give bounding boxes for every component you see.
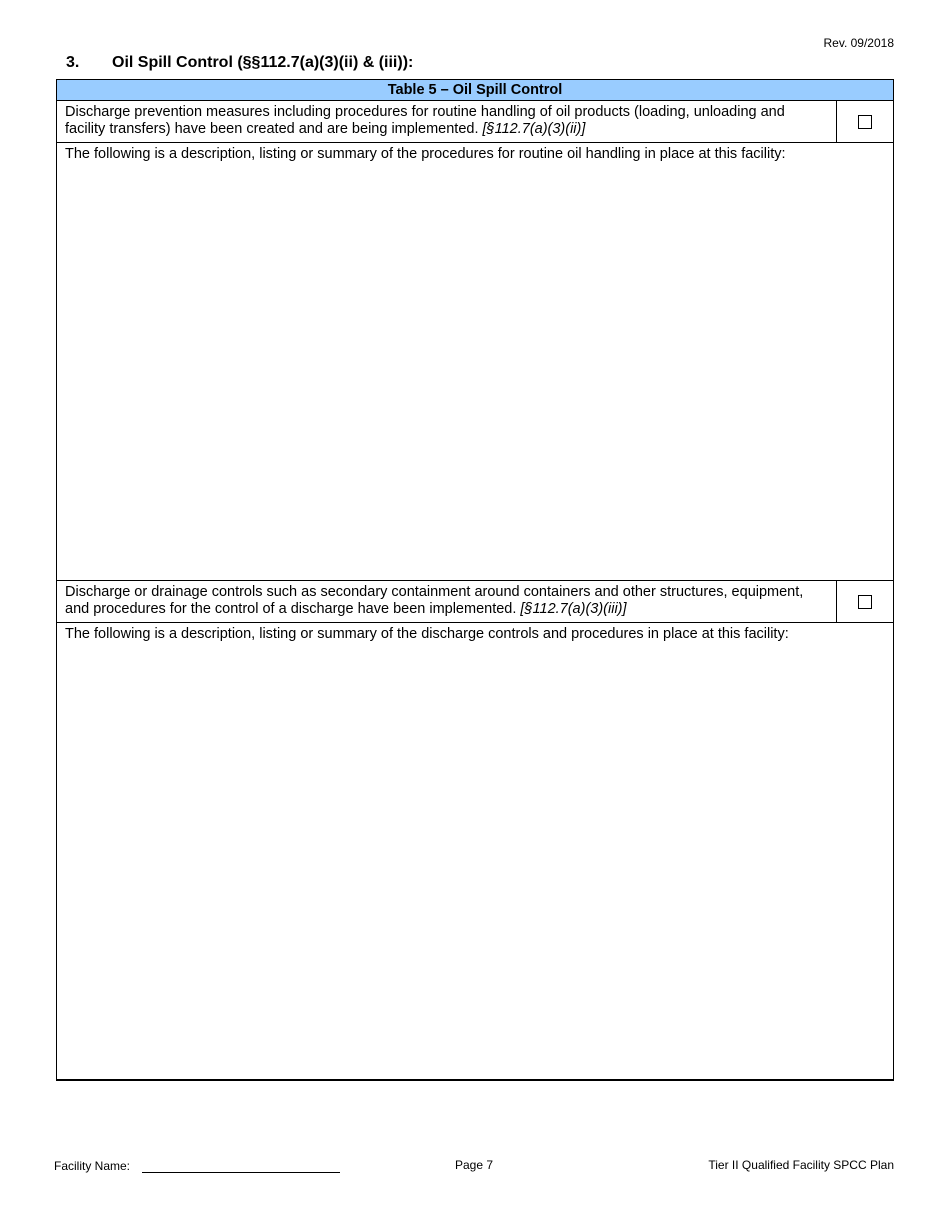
page-number: Page 7 <box>455 1158 494 1172</box>
page-footer <box>54 1158 894 1174</box>
discharge-controls-description-field[interactable] <box>57 623 893 1079</box>
statement-text: Discharge or drainage controls such as secondary containment around containers and other structures, equipment, and procedures for the control of a discharge have been implemented. <box>65 584 804 617</box>
revision-date: Rev. 09/2018 <box>823 36 894 50</box>
checklist-row-routine-handling <box>57 101 893 143</box>
citation: [§112.7(a)(3)(iii)] <box>520 601 627 617</box>
facility-name-input[interactable] <box>142 1158 340 1173</box>
plan-title: Tier II Qualified Facility SPCC Plan <box>708 1158 894 1172</box>
description-prompt: The following is a description, listing or summary of the procedures for routine oil handling in place at this facility: <box>65 146 786 162</box>
routine-handling-checkbox[interactable] <box>858 115 872 129</box>
discharge-controls-checkbox[interactable] <box>858 595 872 609</box>
section-number: 3. <box>66 54 80 71</box>
checkbox-cell <box>837 581 893 622</box>
facility-name-group <box>54 1158 340 1173</box>
section-title: Oil Spill Control (§§112.7(a)(3)(ii) & (iii)): <box>112 54 414 71</box>
checklist-row-discharge-controls <box>57 581 893 623</box>
citation: [§112.7(a)(3)(ii)] <box>482 121 586 137</box>
table-title: Table 5 – Oil Spill Control <box>57 80 893 101</box>
checklist-statement <box>57 581 837 622</box>
checkbox-cell <box>837 101 893 142</box>
description-prompt: The following is a description, listing or summary of the discharge controls and procedures in place at this facility: <box>65 626 789 642</box>
checklist-statement <box>57 101 837 142</box>
facility-name-label: Facility Name: <box>54 1159 131 1173</box>
routine-handling-description-field[interactable] <box>57 143 893 581</box>
section-heading <box>66 54 413 72</box>
statement-text: Discharge prevention measures including procedures for routine handling of oil products (loading, unloading and facility transfers) have been created and are being implemented. <box>65 104 785 137</box>
oil-spill-control-table <box>56 79 894 1081</box>
